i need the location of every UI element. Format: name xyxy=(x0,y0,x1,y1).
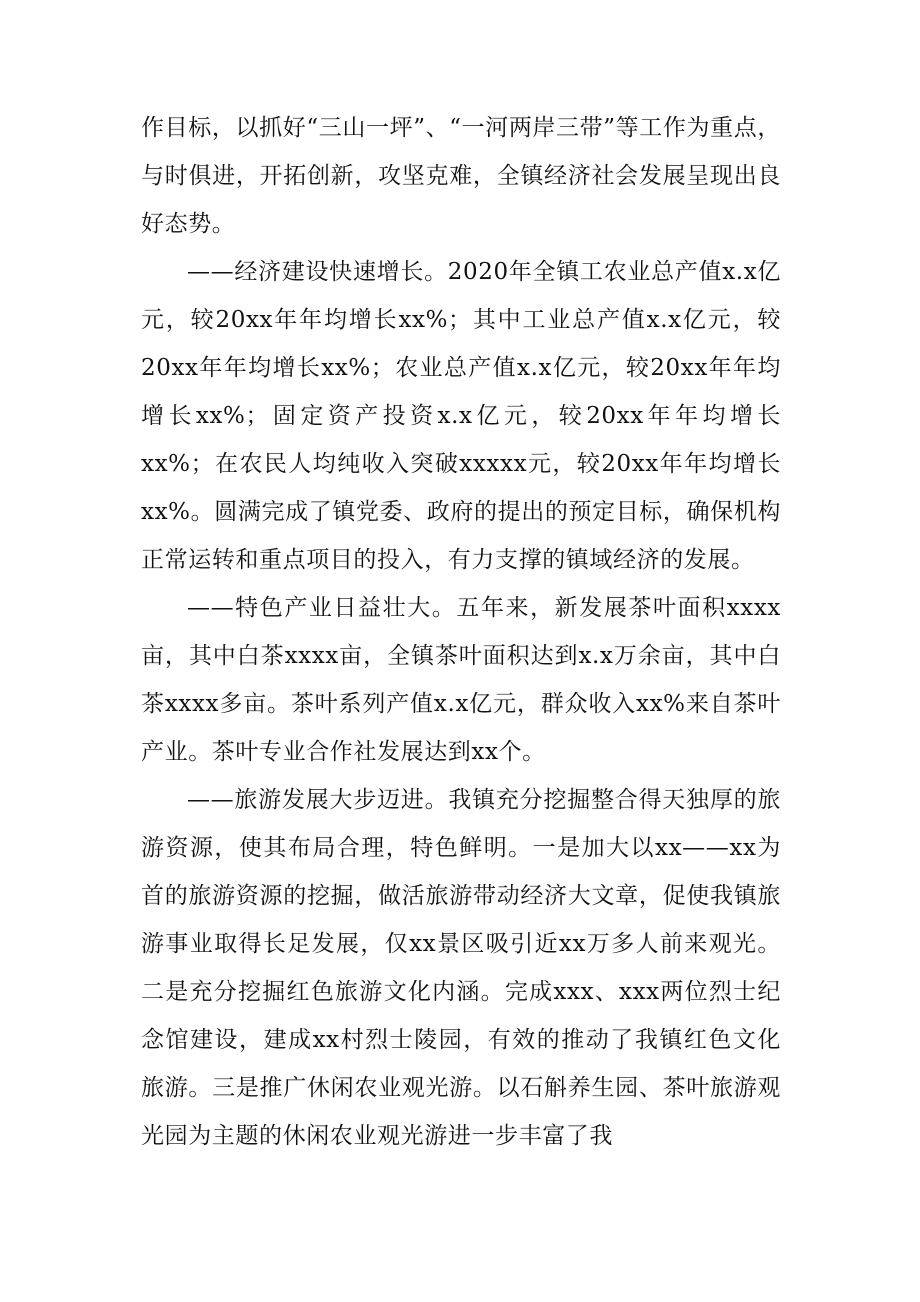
document-body xyxy=(141,104,781,1160)
paragraph-tea-industry: ——特色产业日益壮大。五年来，新发展茶叶面积xxxx亩，其中白茶xxxx亩，全镇茶叶面积达到x.x万余亩，其中白茶xxxx多亩。茶叶系列产值x.x亿元，群众收入xx%来自茶叶产业。茶叶专业合作社发展达到xx个。 xyxy=(141,595,781,765)
paragraph-tourism: ——旅游发展大步迈进。我镇充分挖掘整合得天独厚的旅游资源，使其布局合理，特色鲜明。一是加大以xx——xx为首的旅游资源的挖掘，做活旅游带动经济大文章，促使我镇旅游事业取得长足发展，仅xx景区吸引近xx万多人前来观光。二是充分挖掘红色旅游文化内涵。完成xxx、xxx两位烈士纪念馆建设，建成xx村烈士陵园，有效的推动了我镇红色文化旅游。三是推广休闲农业观光游。以石斛养生园、茶叶旅游观光园为主题的休闲农业观光游进一步丰富了我 xyxy=(141,787,781,1149)
paragraph-economic-growth: ——经济建设快速增长。2020年全镇工农业总产值x.x亿元，较20xx年年均增长xx%；其中工业总产值x.x亿元，较20xx年年均增长xx%；农业总产值x.x亿元，较20xx年年均增长xx%；固定资产投资x.x亿元，较20xx年年均增长xx%；在农民人均纯收入突破xxxxx元，较20xx年年均增长xx%。圆满完成了镇党委、政府的提出的预定目标，确保机构正常运转和重点项目的投入，有力支撑的镇域经济的发展。 xyxy=(141,259,781,573)
paragraph-intro-continuation: 作目标，以抓好“三山一坪”、“一河两岸三带”等工作为重点，与时俱进，开拓创新，攻坚克难，全镇经济社会发展呈现出良好态势。 xyxy=(141,115,781,237)
